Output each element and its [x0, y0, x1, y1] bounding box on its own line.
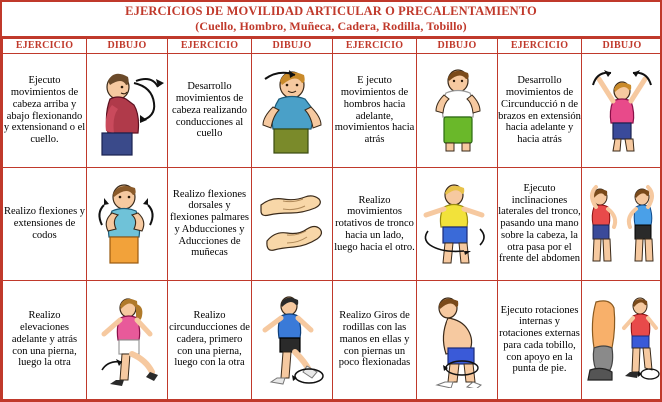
exercise-text-r2c1: Realizo flexiones y extensiones de codos	[3, 168, 87, 280]
drawing-cell-r2c2	[252, 168, 333, 280]
exercise-text-r3c1: Realizo elevaciones adelante y atrás con una pierna, luego la otra	[3, 280, 87, 399]
elbow-flexion-figure	[87, 179, 167, 269]
header-drawing-3: DIBUJO	[417, 38, 498, 53]
drawing-cell-r1c1	[87, 53, 168, 168]
exercise-text-r1c3: E jecuto movimientos de hombros hacia adelante, movimientos hacia atrás	[333, 53, 417, 168]
drawing-cell-r1c2	[252, 53, 333, 168]
exercise-text-r3c2: Realizo circunducciones de cadera, primero con una pierna, luego con la otra	[168, 280, 252, 399]
header-exercise-1: EJERCICIO	[3, 38, 87, 53]
exercise-text-r2c4: Ejecuto inclinaciones laterales del tronco, pasando una mano sobre la cabeza, la otra pasa por el frente del abdomen	[498, 168, 582, 280]
exercise-text-r1c2: Desarrollo movimientos de cabeza realizando conducciones al cuello	[168, 53, 252, 168]
drawing-cell-r3c3	[417, 280, 498, 399]
table-row	[3, 168, 662, 280]
shoulder-forward-back-figure	[417, 65, 497, 157]
drawing-cell-r3c4	[582, 280, 662, 399]
header-exercise-4: EJERCICIO	[498, 38, 582, 53]
exercise-table	[2, 38, 662, 400]
table-row	[3, 280, 662, 399]
leg-swing-figure	[87, 292, 167, 388]
drawing-cell-r1c3	[417, 53, 498, 168]
exercise-text-r2c2: Realizo flexiones dorsales y flexiones palmares y Abducciones y Aducciones de muñecas	[168, 168, 252, 280]
neck-flexion-extension-figure	[87, 65, 167, 157]
hip-circumduction-figure	[252, 292, 332, 388]
table-header-row	[3, 38, 662, 53]
knee-rotation-figure	[417, 292, 497, 388]
exercise-text-r3c3: Realizo Giros de rodillas con las manos en ellas y con piernas un poco flexionadas	[333, 280, 417, 399]
drawing-cell-r1c4	[582, 53, 662, 168]
table-row	[3, 53, 662, 168]
drawing-cell-r3c1	[87, 280, 168, 399]
exercise-text-r1c4: Desarrollo movimientos de Circunducció n de brazos en extensión hacia adelante y hacia atrás	[498, 53, 582, 168]
exercise-text-r1c1: Ejecuto movimientos de cabeza arriba y abajo flexionando y extensionand o el cuello.	[3, 53, 87, 168]
neck-rotation-figure	[252, 65, 332, 157]
drawing-cell-r2c1	[87, 168, 168, 280]
ankle-rotation-figure	[582, 292, 662, 388]
header-drawing-4: DIBUJO	[582, 38, 662, 53]
header-drawing-1: DIBUJO	[87, 38, 168, 53]
trunk-rotation-figure	[417, 179, 497, 269]
drawing-cell-r2c4	[582, 168, 662, 280]
header-exercise-3: EJERCICIO	[333, 38, 417, 53]
drawing-cell-r3c2	[252, 280, 333, 399]
lateral-trunk-bend-figure	[582, 179, 662, 269]
header-drawing-2: DIBUJO	[252, 38, 333, 53]
exercise-text-r2c3: Realizo movimientos rotativos de tronco hacia un lado, luego hacia el otro.	[333, 168, 417, 280]
title-line-1: EJERCICIOS DE MOVILIDAD ARTICULAR O PRECALENTAMIENTO	[125, 4, 537, 18]
title-line-2: (Cuello, Hombro, Muñeca, Cadera, Rodilla, Tobillo)	[195, 18, 467, 33]
exercise-text-r3c4: Ejecuto rotaciones internas y rotaciones externas para cada tobillo, con apoyo en la punta de pie.	[498, 280, 582, 399]
wrist-flexion-figure	[252, 179, 332, 269]
header-exercise-2: EJERCICIO	[168, 38, 252, 53]
drawing-cell-r2c3	[417, 168, 498, 280]
arm-circumduction-figure	[582, 65, 662, 157]
page-title	[2, 2, 660, 38]
